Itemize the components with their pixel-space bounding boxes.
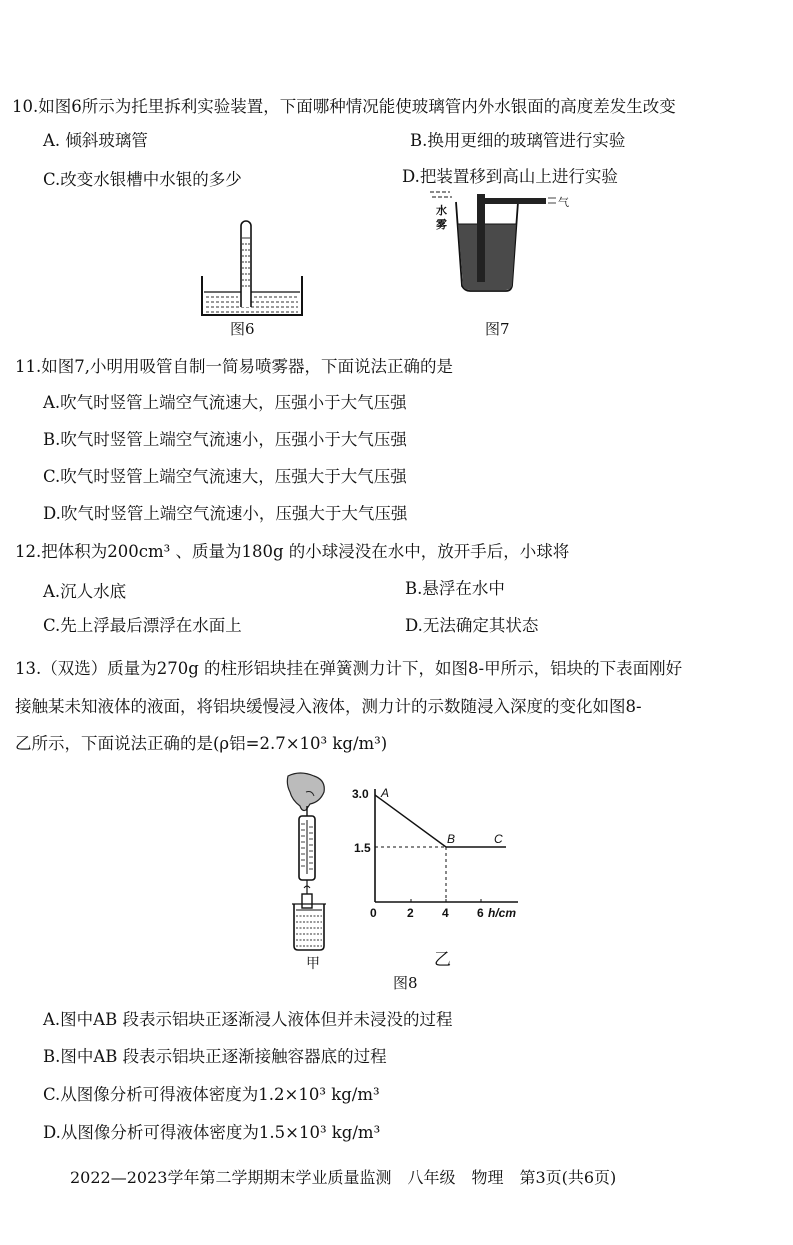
q13-option-d: D.从图像分析可得液体密度为1.5×10³ kg/m³: [43, 1123, 381, 1142]
figure-6-torricelli-apparatus: [198, 212, 308, 320]
q13-option-c: C.从图像分析可得液体密度为1.2×10³ kg/m³: [43, 1085, 380, 1104]
q13-stem-line3: 乙所示，下面说法正确的是(ρ铝=2.7×10³ kg/m³): [15, 734, 388, 753]
q10-option-b: B.换用更细的玻璃管进行实验: [410, 131, 626, 150]
fig8-point-b: B: [447, 832, 456, 846]
figure-8-yi-graph: [348, 785, 538, 975]
q11-stem: 11.如图7,小明用吸管自制一简易喷雾器，下面说法正确的是: [15, 357, 453, 376]
q12-stem: 12.把体积为200cm³ 、质量为180g 的小球浸没在水中，放开手后，小球将: [15, 542, 570, 561]
fig8-x-unit: h/cm: [488, 906, 517, 920]
q12-option-c: C.先上浮最后漂浮在水面上: [43, 616, 242, 635]
fig8-point-c: C: [494, 832, 503, 846]
figure-7-caption: 图7: [485, 320, 510, 338]
figure-6-caption: 图6: [230, 320, 255, 338]
fig8-jia-label: 甲: [306, 955, 320, 970]
fig7-water-label: 水: [436, 205, 447, 217]
fig8-y-top-label: 3.0: [352, 787, 369, 801]
q12-option-d: D.无法确定其状态: [405, 616, 539, 635]
q13-stem-line1: 13.（双选）质量为270g 的柱形铝块挂在弹簧测力计下，如图8-甲所示，铝块的下表面刚好: [15, 659, 683, 678]
page-footer: 2022—2023学年第二学期期末学业质量监测 八年级 物理 第3页(共6页): [70, 1168, 617, 1187]
fig8-x-tick-0: 0: [370, 906, 377, 920]
fig8-y-mid-label: 1.5: [354, 841, 371, 855]
q10-option-c: C.改变水银槽中水银的多少: [43, 170, 242, 189]
q11-option-d: D.吹气时竖管上端空气流速小，压强大于大气压强: [43, 504, 408, 523]
q10-option-a: A. 倾斜玻璃管: [43, 131, 148, 150]
q11-option-a: A.吹气时竖管上端空气流速大，压强小于大气压强: [43, 393, 407, 412]
q12-option-b: B.悬浮在水中: [405, 579, 505, 598]
fig8-x-tick-4: 4: [442, 906, 449, 920]
fig7-mist-label: 雾: [436, 219, 447, 231]
fig8-x-tick-6: 6: [477, 906, 484, 920]
q11-option-b: B.吹气时竖管上端空气流速小，压强小于大气压强: [43, 430, 407, 449]
figure-7-straw-sprayer: [430, 190, 580, 295]
q11-option-c: C.吹气时竖管上端空气流速大，压强大于大气压强: [43, 467, 407, 486]
q13-option-a: A.图中AB 段表示铝块正逐渐浸人液体但并未浸没的过程: [43, 1010, 453, 1029]
fig7-air-label: 气: [558, 197, 569, 209]
fig8-yi-label: 乙: [434, 950, 451, 969]
q13-stem-line2: 接触某未知液体的液面，将铝块缓慢浸入液体，测力计的示数随浸入深度的变化如图8-: [15, 697, 642, 716]
fig8-force-depth-line: [375, 795, 506, 847]
fig8-point-a: A: [381, 786, 390, 800]
q10-option-d: D.把装置移到高山上进行实验: [402, 167, 618, 186]
q10-stem: 10.如图6所示为托里拆利实验装置，下面哪种情况能使玻璃管内外水银面的高度差发生改变: [12, 97, 676, 116]
q12-option-a: A.沉人水底: [43, 582, 127, 601]
q13-option-b: B.图中AB 段表示铝块正逐渐接触容器底的过程: [43, 1047, 387, 1066]
figure-8-caption: 图8: [393, 974, 418, 992]
fig8-x-tick-2: 2: [407, 906, 414, 920]
